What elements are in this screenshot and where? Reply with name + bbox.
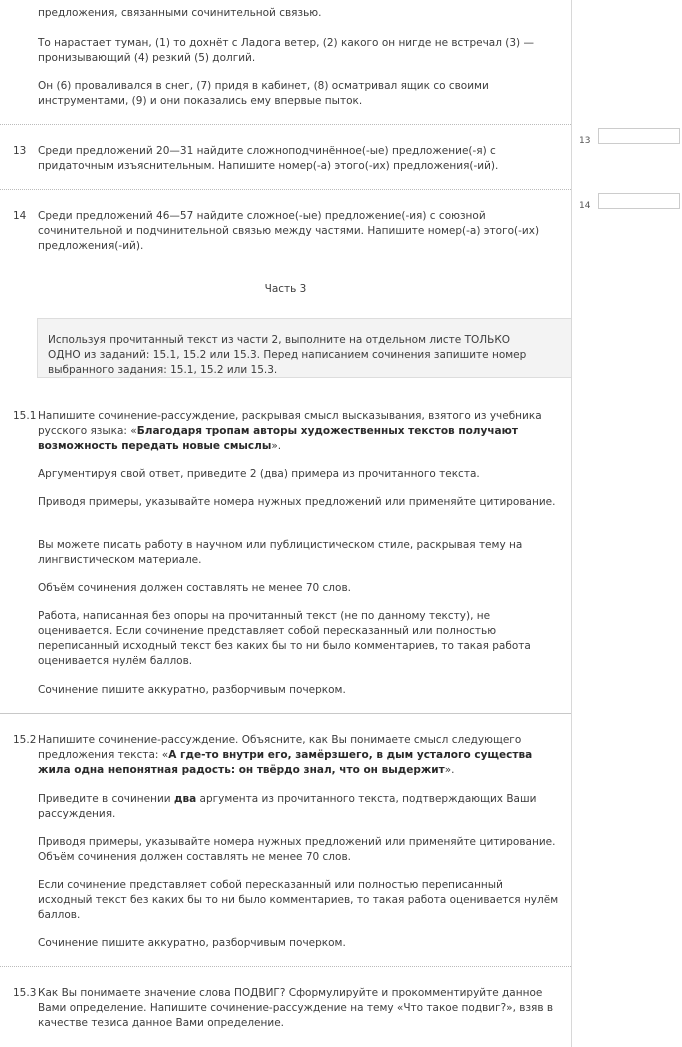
task-15-1-p1: Аргументируя свой ответ, приведите 2 (два) примера из прочитанного текста. bbox=[38, 468, 480, 480]
task-14-text: Среди предложений 46—57 найдите сложное(-ые) предложение(-ия) с союзной сочинительной и подчинительной связью между частями. Напишите номер(-а) этого(-их) предложения(-ий). bbox=[38, 210, 540, 252]
task-15-3-text: Как Вы понимаете значение слова ПОДВИГ? Сформулируйте и прокомментируйте данное Вами определение. Напишите сочинение-рассуждение на тему «Что такое подвиг?», взяв в качестве тезиса данное Вами определение. bbox=[38, 987, 554, 1029]
task-15-2-p4: Сочинение пишите аккуратно, разборчивым почерком. bbox=[38, 937, 346, 949]
part-3-heading: Часть 3 bbox=[264, 283, 307, 295]
task-15-2-p3: Если сочинение представляет собой пересказанный или полностью переписанный исходный текст без каких бы то ни было комментариев, то такая работа оценивается нулём баллов. bbox=[38, 879, 559, 921]
task-15-1-quote: Благодаря тропам авторы художественных текстов получают возможность передать новые смыслы bbox=[38, 425, 518, 452]
divider bbox=[0, 713, 571, 714]
divider bbox=[0, 189, 571, 190]
divider bbox=[0, 966, 571, 967]
task-15-1-number: 15.1 bbox=[13, 410, 37, 422]
part-3-instruction: Используя прочитанный текст из части 2, выполните на отдельном листе ТОЛЬКО ОДНО из заданий: 15.1, 15.2 или 15.3. Перед написанием сочинения запишите номер выбранного задания: 15.1, 15.2 или 15.3. bbox=[48, 334, 527, 376]
task-15-1-p4: Объём сочинения должен составлять не менее 70 слов. bbox=[38, 582, 351, 594]
task-14-number: 14 bbox=[13, 210, 27, 222]
task-15-2-p1: Приведите в сочинении два аргумента из прочитанного текста, подтверждающих Ваши рассуждения. bbox=[38, 793, 537, 820]
passage-line-2: Он (6) проваливался в снег, (7) придя в кабинет, (8) осматривал ящик со своими инструментами, (9) и они показались ему впервые пыток. bbox=[38, 80, 489, 107]
task-15-3-number: 15.3 bbox=[13, 987, 37, 999]
answer-14 bbox=[576, 191, 680, 209]
part-3-instruction-box bbox=[37, 318, 572, 378]
task-15-1-p3: Вы можете писать работу в научном или публицистическом стиле, раскрывая тему на лингвистическом материале. bbox=[38, 539, 523, 566]
task-15-1-p5: Работа, написанная без опоры на прочитанный текст (не по данному тексту), не оценивается. Если сочинение представляет собой пересказанный или полностью переписанный исходный текст без каких бы то ни было комментариев, то такая работа оценивается нулём баллов. bbox=[38, 610, 531, 667]
task-15-2-number: 15.2 bbox=[13, 734, 37, 746]
task-15-2-p2: Приводя примеры, указывайте номера нужных предложений или применяйте цитирование. Объём сочинения должен составлять не менее 70 слов. bbox=[38, 836, 556, 863]
task-15-1-p6: Сочинение пишите аккуратно, разборчивым почерком. bbox=[38, 684, 346, 696]
divider bbox=[0, 124, 571, 125]
top-fragment: предложения, связанными сочинительной связью. bbox=[38, 7, 322, 19]
answer-14-label: 14 bbox=[579, 201, 591, 211]
answer-14-input[interactable] bbox=[598, 193, 680, 209]
answer-sidebar bbox=[571, 0, 682, 1047]
answer-13-label: 13 bbox=[579, 136, 591, 146]
answer-13 bbox=[576, 126, 680, 144]
task-15-2-intro: Напишите сочинение-рассуждение. Объясните, как Вы понимаете смысл следующего предложения текста: «А где-то внутри его, замёрзшего, в дым усталого существа жила одна непонятная радость: он твёрдо знал, что он выдержит». bbox=[38, 734, 533, 776]
task-15-1-p2: Приводя примеры, указывайте номера нужных предложений или применяйте цитирование. bbox=[38, 496, 556, 508]
task-13-number: 13 bbox=[13, 145, 27, 157]
task-15-2-quote: А где-то внутри его, замёрзшего, в дым усталого существа жила одна непонятная радость: он твёрдо знал, что он выдержит bbox=[38, 749, 533, 776]
answer-13-input[interactable] bbox=[598, 128, 680, 144]
passage-line-1: То нарастает туман, (1) то дохнёт с Ладога ветер, (2) какого он нигде не встречал (3) — пронизывающий (4) резкий (5) долгий. bbox=[38, 37, 534, 64]
task-15-1-intro: Напишите сочинение-рассуждение, раскрывая смысл высказывания, взятого из учебника русского языка: «Благодаря тропам авторы художественных текстов получают возможность передать новые смыслы». bbox=[38, 410, 542, 452]
task-13-text: Среди предложений 20—31 найдите сложноподчинённое(-ые) предложение(-я) с придаточным изъяснительным. Напишите номер(-а) этого(-их) предложения(-ий). bbox=[38, 145, 499, 172]
